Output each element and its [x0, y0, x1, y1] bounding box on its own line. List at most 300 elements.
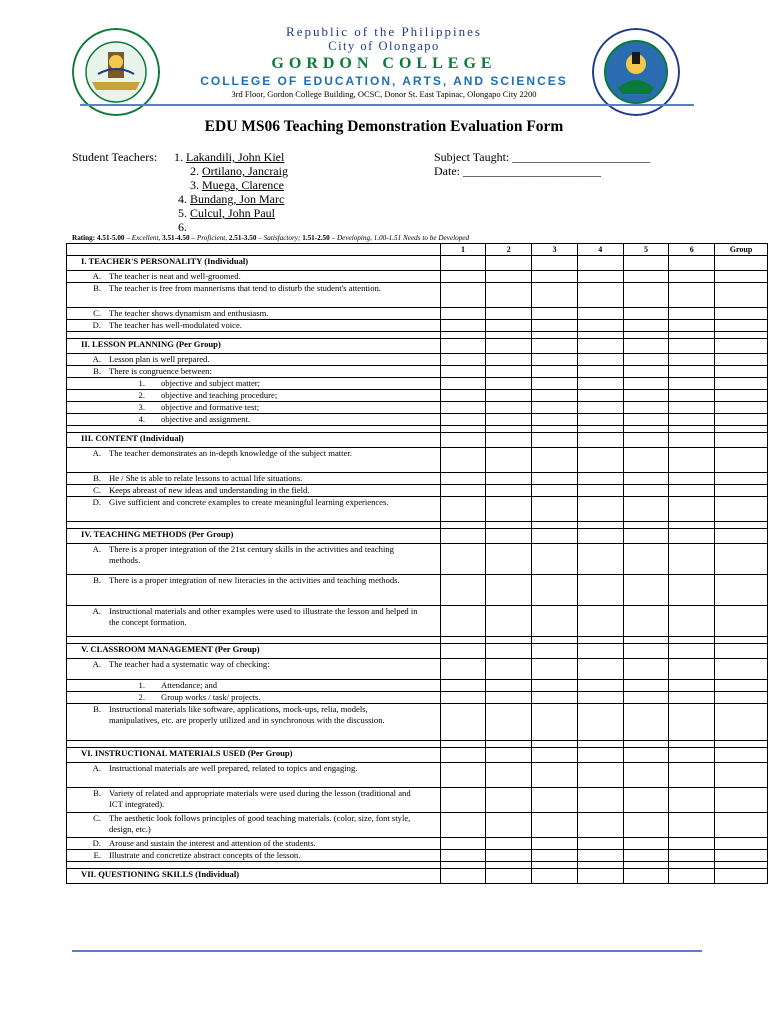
criteria-score-group[interactable]: [715, 402, 768, 414]
criteria-score-5[interactable]: [623, 320, 669, 332]
criteria-score-6[interactable]: [669, 366, 715, 378]
blank-score-3[interactable]: [532, 862, 578, 869]
blank-score-6[interactable]: [669, 522, 715, 529]
criteria-score-2[interactable]: [486, 763, 532, 788]
section-6-score-4[interactable]: [577, 748, 623, 763]
blank-score-2[interactable]: [486, 332, 532, 339]
criteria-text: He / She is able to relate lessons to actual life situations.: [109, 473, 303, 483]
criteria-score-4[interactable]: [577, 283, 623, 308]
criteria-score-4[interactable]: [577, 763, 623, 788]
criteria-score-3[interactable]: [532, 680, 578, 692]
section-2-score-6[interactable]: [669, 339, 715, 354]
blank-score-5[interactable]: [623, 637, 669, 644]
criteria-score-1[interactable]: [440, 448, 486, 473]
section-4-score-4[interactable]: [577, 529, 623, 544]
section-4-score-6[interactable]: [669, 529, 715, 544]
criteria-score-4[interactable]: [577, 271, 623, 283]
blank-score-6[interactable]: [669, 862, 715, 869]
section-5-score-5[interactable]: [623, 644, 669, 659]
blank-score-group[interactable]: [715, 862, 768, 869]
section-5-score-2[interactable]: [486, 644, 532, 659]
criteria-score-3[interactable]: [532, 575, 578, 606]
criteria-score-1[interactable]: [440, 414, 486, 426]
criteria-score-6[interactable]: [669, 378, 715, 390]
criteria-score-3[interactable]: [532, 763, 578, 788]
criteria-score-3[interactable]: [532, 813, 578, 838]
criteria-score-1[interactable]: [440, 850, 486, 862]
criteria-cell: [67, 497, 441, 522]
criteria-score-5[interactable]: [623, 378, 669, 390]
criteria-score-2[interactable]: [486, 788, 532, 813]
section-6-score-2[interactable]: [486, 748, 532, 763]
criteria-score-3[interactable]: [532, 485, 578, 497]
criteria-score-5[interactable]: [623, 497, 669, 522]
criteria-score-5[interactable]: [623, 283, 669, 308]
criteria-score-4[interactable]: [577, 850, 623, 862]
criteria-score-1[interactable]: [440, 575, 486, 606]
criteria-score-2[interactable]: [486, 473, 532, 485]
section-1-score-4[interactable]: [577, 256, 623, 271]
criteria-score-6[interactable]: [669, 788, 715, 813]
section-5-score-4[interactable]: [577, 644, 623, 659]
criteria-score-5[interactable]: [623, 850, 669, 862]
section-title: III. CONTENT (Individual): [67, 433, 441, 448]
section-6-score-6[interactable]: [669, 748, 715, 763]
section-1-score-2[interactable]: [486, 256, 532, 271]
criteria-text: The teacher is neat and well-groomed.: [109, 271, 241, 281]
blank-score-group[interactable]: [715, 332, 768, 339]
criteria-score-4[interactable]: [577, 366, 623, 378]
rating-scale: Rating: 4.51-5.00 – Excellent, 3.51-4.50 – Proficient, 2.51-3.50 – Satisfactory; 1.51-2.50 – Developing, 1.00-1.51 Needs to be Developed: [72, 234, 470, 242]
criteria-score-group[interactable]: [715, 414, 768, 426]
criteria-score-group[interactable]: [715, 680, 768, 692]
section-3-score-4[interactable]: [577, 433, 623, 448]
criteria-score-4[interactable]: [577, 497, 623, 522]
criteria-score-2[interactable]: [486, 320, 532, 332]
blank-score-3[interactable]: [532, 741, 578, 748]
section-2-score-2[interactable]: [486, 339, 532, 354]
section-7-score-1[interactable]: [440, 869, 486, 884]
rating-label-1: Excellent: [131, 234, 159, 242]
criteria-score-3[interactable]: [532, 402, 578, 414]
criteria-score-4[interactable]: [577, 788, 623, 813]
criteria-score-6[interactable]: [669, 473, 715, 485]
section-2-score-4[interactable]: [577, 339, 623, 354]
criteria-cell: [67, 271, 441, 283]
criteria-score-4[interactable]: [577, 838, 623, 850]
criteria-score-3[interactable]: [532, 606, 578, 637]
blank-score-group[interactable]: [715, 426, 768, 433]
criteria-score-4[interactable]: [577, 473, 623, 485]
criteria-score-group[interactable]: [715, 320, 768, 332]
criteria-score-6[interactable]: [669, 390, 715, 402]
criteria-score-1[interactable]: [440, 402, 486, 414]
criteria-score-3[interactable]: [532, 366, 578, 378]
criteria-score-group[interactable]: [715, 704, 768, 741]
criteria-score-4[interactable]: [577, 308, 623, 320]
criteria-score-3[interactable]: [532, 354, 578, 366]
criteria-score-group[interactable]: [715, 575, 768, 606]
criteria-score-group[interactable]: [715, 763, 768, 788]
section-7-score-4[interactable]: [577, 869, 623, 884]
section-3-score-group[interactable]: [715, 433, 768, 448]
criteria-score-6[interactable]: [669, 704, 715, 741]
blank-score-2[interactable]: [486, 741, 532, 748]
blank-score-1[interactable]: [440, 426, 486, 433]
criteria-score-6[interactable]: [669, 271, 715, 283]
criteria-score-3[interactable]: [532, 544, 578, 575]
criteria-score-3[interactable]: [532, 283, 578, 308]
section-4-score-3[interactable]: [532, 529, 578, 544]
criteria-score-2[interactable]: [486, 850, 532, 862]
criteria-score-group[interactable]: [715, 283, 768, 308]
blank-score-1[interactable]: [440, 637, 486, 644]
criteria-score-6[interactable]: [669, 308, 715, 320]
criteria-score-group[interactable]: [715, 813, 768, 838]
criteria-score-2[interactable]: [486, 271, 532, 283]
section-4-score-group[interactable]: [715, 529, 768, 544]
criteria-score-3[interactable]: [532, 850, 578, 862]
section-1-score-group[interactable]: [715, 256, 768, 271]
blank-cell: [67, 862, 441, 869]
criteria-score-5[interactable]: [623, 414, 669, 426]
column-header-2: 2: [486, 244, 532, 256]
criteria-score-5[interactable]: [623, 838, 669, 850]
section-2-score-1[interactable]: [440, 339, 486, 354]
section-7-score-2[interactable]: [486, 869, 532, 884]
criteria-score-5[interactable]: [623, 308, 669, 320]
section-5-score-3[interactable]: [532, 644, 578, 659]
blank-score-2[interactable]: [486, 862, 532, 869]
blank-score-3[interactable]: [532, 426, 578, 433]
criteria-score-6[interactable]: [669, 448, 715, 473]
criteria-score-1[interactable]: [440, 606, 486, 637]
criteria-text: objective and subject matter;: [161, 378, 261, 388]
criteria-score-5[interactable]: [623, 390, 669, 402]
criteria-score-2[interactable]: [486, 813, 532, 838]
criteria-score-1[interactable]: [440, 354, 486, 366]
section-3-score-6[interactable]: [669, 433, 715, 448]
criteria-score-group[interactable]: [715, 485, 768, 497]
criteria-score-1[interactable]: [440, 308, 486, 320]
criteria-score-6[interactable]: [669, 320, 715, 332]
criteria-score-1[interactable]: [440, 485, 486, 497]
section-5-score-group[interactable]: [715, 644, 768, 659]
blank-score-6[interactable]: [669, 332, 715, 339]
blank-score-4[interactable]: [577, 741, 623, 748]
criteria-score-group[interactable]: [715, 606, 768, 637]
criteria-score-6[interactable]: [669, 402, 715, 414]
criteria-score-1[interactable]: [440, 473, 486, 485]
criteria-score-5[interactable]: [623, 473, 669, 485]
criteria-score-1[interactable]: [440, 813, 486, 838]
criteria-score-3[interactable]: [532, 788, 578, 813]
blank-score-5[interactable]: [623, 741, 669, 748]
criteria-text: Group works / task/ projects.: [161, 692, 261, 702]
criteria-score-3[interactable]: [532, 838, 578, 850]
column-header-4: 4: [577, 244, 623, 256]
criteria-score-4[interactable]: [577, 354, 623, 366]
criteria-score-5[interactable]: [623, 402, 669, 414]
criteria-score-5[interactable]: [623, 659, 669, 680]
criteria-score-1[interactable]: [440, 378, 486, 390]
blank-score-4[interactable]: [577, 332, 623, 339]
subject-taught-field[interactable]: Subject Taught: _______________________: [434, 150, 651, 164]
criteria-score-2[interactable]: [486, 838, 532, 850]
criteria-score-5[interactable]: [623, 354, 669, 366]
criteria-score-3[interactable]: [532, 390, 578, 402]
criteria-score-2[interactable]: [486, 390, 532, 402]
criteria-score-2[interactable]: [486, 575, 532, 606]
section-row: [67, 433, 768, 448]
criteria-score-2[interactable]: [486, 497, 532, 522]
blank-score-group[interactable]: [715, 637, 768, 644]
section-2-score-5[interactable]: [623, 339, 669, 354]
date-field[interactable]: Date: _______________________: [434, 164, 601, 178]
criteria-score-5[interactable]: [623, 692, 669, 704]
criteria-score-1[interactable]: [440, 659, 486, 680]
criteria-score-4[interactable]: [577, 448, 623, 473]
criteria-score-1[interactable]: [440, 497, 486, 522]
criteria-score-2[interactable]: [486, 544, 532, 575]
criteria-score-2[interactable]: [486, 366, 532, 378]
blank-score-4[interactable]: [577, 426, 623, 433]
criteria-score-5[interactable]: [623, 788, 669, 813]
criteria-cell: [67, 448, 441, 473]
criteria-score-group[interactable]: [715, 788, 768, 813]
criteria-score-3[interactable]: [532, 378, 578, 390]
criteria-score-5[interactable]: [623, 271, 669, 283]
criteria-score-2[interactable]: [486, 606, 532, 637]
blank-cell: [67, 426, 441, 433]
criteria-row: [67, 320, 768, 332]
criteria-score-4[interactable]: [577, 680, 623, 692]
criteria-score-6[interactable]: [669, 414, 715, 426]
criteria-score-1[interactable]: [440, 390, 486, 402]
blank-score-6[interactable]: [669, 426, 715, 433]
criteria-score-3[interactable]: [532, 320, 578, 332]
criteria-score-5[interactable]: [623, 366, 669, 378]
criteria-score-1[interactable]: [440, 704, 486, 741]
section-7-score-5[interactable]: [623, 869, 669, 884]
section-7-score-6[interactable]: [669, 869, 715, 884]
criteria-score-4[interactable]: [577, 544, 623, 575]
criteria-score-1[interactable]: [440, 680, 486, 692]
criteria-score-4[interactable]: [577, 402, 623, 414]
blank-row: [67, 637, 768, 644]
blank-score-5[interactable]: [623, 862, 669, 869]
student-name: Lakandili, John Kiel: [186, 150, 285, 164]
section-6-score-5[interactable]: [623, 748, 669, 763]
criteria-score-3[interactable]: [532, 448, 578, 473]
criteria-score-4[interactable]: [577, 414, 623, 426]
criteria-score-4[interactable]: [577, 659, 623, 680]
criteria-score-group[interactable]: [715, 850, 768, 862]
criteria-score-5[interactable]: [623, 606, 669, 637]
criteria-score-group[interactable]: [715, 659, 768, 680]
section-2-score-group[interactable]: [715, 339, 768, 354]
blank-score-1[interactable]: [440, 332, 486, 339]
criteria-score-3[interactable]: [532, 271, 578, 283]
criteria-score-1[interactable]: [440, 838, 486, 850]
criteria-score-6[interactable]: [669, 680, 715, 692]
criteria-score-2[interactable]: [486, 659, 532, 680]
criteria-score-5[interactable]: [623, 575, 669, 606]
blank-score-2[interactable]: [486, 522, 532, 529]
section-1-score-6[interactable]: [669, 256, 715, 271]
criteria-score-6[interactable]: [669, 606, 715, 637]
criteria-score-group[interactable]: [715, 838, 768, 850]
section-6-score-1[interactable]: [440, 748, 486, 763]
criteria-score-2[interactable]: [486, 485, 532, 497]
criteria-score-group[interactable]: [715, 354, 768, 366]
criteria-score-1[interactable]: [440, 283, 486, 308]
criteria-letter: A.: [92, 271, 101, 281]
criteria-score-group[interactable]: [715, 378, 768, 390]
criteria-score-1[interactable]: [440, 788, 486, 813]
section-7-score-group[interactable]: [715, 869, 768, 884]
blank-score-2[interactable]: [486, 637, 532, 644]
section-7-score-3[interactable]: [532, 869, 578, 884]
criteria-score-1[interactable]: [440, 366, 486, 378]
blank-score-3[interactable]: [532, 522, 578, 529]
blank-score-3[interactable]: [532, 332, 578, 339]
criteria-score-4[interactable]: [577, 606, 623, 637]
blank-score-4[interactable]: [577, 522, 623, 529]
criteria-score-group[interactable]: [715, 544, 768, 575]
criteria-score-5[interactable]: [623, 813, 669, 838]
criteria-score-3[interactable]: [532, 414, 578, 426]
criteria-score-4[interactable]: [577, 320, 623, 332]
section-4-score-1[interactable]: [440, 529, 486, 544]
criteria-score-6[interactable]: [669, 575, 715, 606]
section-3-score-2[interactable]: [486, 433, 532, 448]
criteria-score-4[interactable]: [577, 813, 623, 838]
section-5-score-6[interactable]: [669, 644, 715, 659]
blank-score-1[interactable]: [440, 522, 486, 529]
criteria-score-6[interactable]: [669, 813, 715, 838]
criteria-score-1[interactable]: [440, 692, 486, 704]
criteria-score-3[interactable]: [532, 497, 578, 522]
criteria-text: There is a proper integration of the 21st century skills in the activities and teaching methods.: [109, 544, 394, 565]
section-6-score-group[interactable]: [715, 748, 768, 763]
blank-score-5[interactable]: [623, 426, 669, 433]
blank-score-4[interactable]: [577, 637, 623, 644]
criteria-text: Instructional materials and other examples were used to illustrate the lesson and helped in the concept formation.: [109, 606, 418, 627]
criteria-score-group[interactable]: [715, 448, 768, 473]
criteria-score-2[interactable]: [486, 378, 532, 390]
section-1-score-5[interactable]: [623, 256, 669, 271]
section-5-score-1[interactable]: [440, 644, 486, 659]
criteria-score-4[interactable]: [577, 378, 623, 390]
section-1-score-3[interactable]: [532, 256, 578, 271]
criteria-score-6[interactable]: [669, 763, 715, 788]
section-4-score-5[interactable]: [623, 529, 669, 544]
criteria-score-4[interactable]: [577, 485, 623, 497]
criteria-score-5[interactable]: [623, 448, 669, 473]
criteria-score-6[interactable]: [669, 354, 715, 366]
criteria-score-6[interactable]: [669, 838, 715, 850]
criteria-score-2[interactable]: [486, 402, 532, 414]
criteria-score-6[interactable]: [669, 497, 715, 522]
blank-score-6[interactable]: [669, 637, 715, 644]
blank-score-5[interactable]: [623, 332, 669, 339]
blank-score-6[interactable]: [669, 741, 715, 748]
criteria-score-2[interactable]: [486, 692, 532, 704]
criteria-score-group[interactable]: [715, 366, 768, 378]
criteria-score-2[interactable]: [486, 448, 532, 473]
criteria-score-4[interactable]: [577, 390, 623, 402]
section-2-score-3[interactable]: [532, 339, 578, 354]
criteria-score-4[interactable]: [577, 704, 623, 741]
blank-score-group[interactable]: [715, 741, 768, 748]
criteria-score-6[interactable]: [669, 850, 715, 862]
criteria-score-3[interactable]: [532, 473, 578, 485]
criteria-score-6[interactable]: [669, 283, 715, 308]
criteria-score-2[interactable]: [486, 354, 532, 366]
criteria-score-6[interactable]: [669, 692, 715, 704]
section-1-score-1[interactable]: [440, 256, 486, 271]
blank-score-1[interactable]: [440, 741, 486, 748]
criteria-row: [67, 414, 768, 426]
criteria-score-group[interactable]: [715, 497, 768, 522]
blank-score-1[interactable]: [440, 862, 486, 869]
criteria-score-6[interactable]: [669, 659, 715, 680]
criteria-score-group[interactable]: [715, 308, 768, 320]
criteria-score-2[interactable]: [486, 414, 532, 426]
section-3-score-5[interactable]: [623, 433, 669, 448]
blank-score-2[interactable]: [486, 426, 532, 433]
criteria-score-3[interactable]: [532, 692, 578, 704]
criteria-score-5[interactable]: [623, 704, 669, 741]
criteria-score-6[interactable]: [669, 544, 715, 575]
criteria-score-4[interactable]: [577, 692, 623, 704]
criteria-score-1[interactable]: [440, 320, 486, 332]
criteria-score-5[interactable]: [623, 763, 669, 788]
section-row: [67, 529, 768, 544]
criteria-score-group[interactable]: [715, 473, 768, 485]
criteria-score-1[interactable]: [440, 763, 486, 788]
criteria-score-2[interactable]: [486, 308, 532, 320]
criteria-score-5[interactable]: [623, 544, 669, 575]
criteria-score-group[interactable]: [715, 390, 768, 402]
blank-score-5[interactable]: [623, 522, 669, 529]
criteria-score-2[interactable]: [486, 283, 532, 308]
student-teacher-4: [178, 192, 284, 206]
blank-score-group[interactable]: [715, 522, 768, 529]
section-3-score-1[interactable]: [440, 433, 486, 448]
criteria-score-1[interactable]: [440, 544, 486, 575]
section-6-score-3[interactable]: [532, 748, 578, 763]
criteria-score-4[interactable]: [577, 575, 623, 606]
criteria-score-3[interactable]: [532, 308, 578, 320]
criteria-score-6[interactable]: [669, 485, 715, 497]
criteria-score-2[interactable]: [486, 680, 532, 692]
criteria-score-5[interactable]: [623, 485, 669, 497]
criteria-score-3[interactable]: [532, 659, 578, 680]
criteria-score-group[interactable]: [715, 271, 768, 283]
section-3-score-3[interactable]: [532, 433, 578, 448]
criteria-score-2[interactable]: [486, 704, 532, 741]
blank-score-4[interactable]: [577, 862, 623, 869]
criteria-letter: C.: [93, 308, 101, 318]
criteria-score-3[interactable]: [532, 704, 578, 741]
criteria-score-group[interactable]: [715, 692, 768, 704]
criteria-score-1[interactable]: [440, 271, 486, 283]
criteria-score-5[interactable]: [623, 680, 669, 692]
blank-score-3[interactable]: [532, 637, 578, 644]
section-4-score-2[interactable]: [486, 529, 532, 544]
